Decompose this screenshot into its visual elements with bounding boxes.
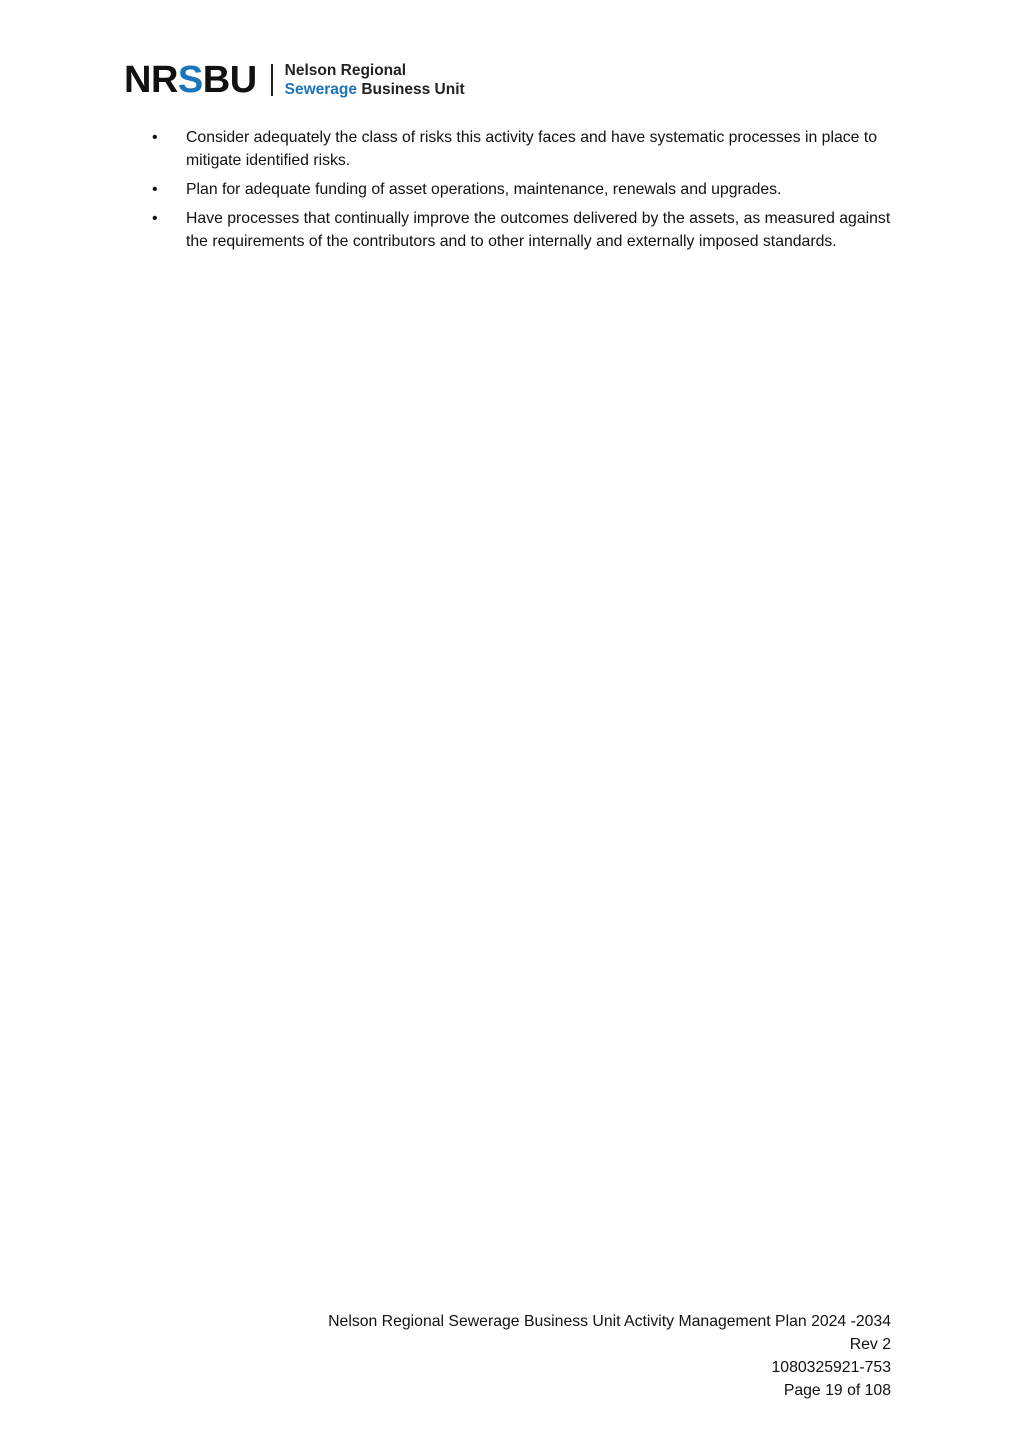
list-item-text: Consider adequately the class of risks this activity faces and have systematic processes in place to mitigate identified risks. <box>186 129 878 169</box>
bullet-icon: • <box>152 129 158 146</box>
logo-wordmark <box>285 61 465 99</box>
footer-title: Nelson Regional Sewerage Business Unit Activity Management Plan 2024 -2034 <box>328 1313 891 1330</box>
footer-page-number: Page 19 of 108 <box>783 1382 891 1399</box>
logo-mark: NRSBU <box>124 59 257 101</box>
bullet-icon: • <box>152 210 158 227</box>
bullet-list <box>150 126 895 259</box>
footer-revision: Rev 2 <box>849 1336 891 1353</box>
logo-line-1: Nelson Regional <box>284 62 407 79</box>
nrsbu-logo <box>124 60 465 100</box>
logo-line-2: Sewerage Business Unit <box>284 81 465 98</box>
list-item <box>150 178 895 201</box>
list-item-text: Have processes that continually improve the outcomes delivered by the assets, as measured against the requirements of the contributors and to other internally and externally imposed standards. <box>186 210 891 250</box>
list-item <box>150 207 895 253</box>
list-item-text: Plan for adequate funding of asset operations, maintenance, renewals and upgrades. <box>186 181 782 198</box>
logo-divider <box>271 64 273 96</box>
bullet-icon: • <box>152 181 158 198</box>
page-footer <box>328 1310 891 1402</box>
footer-document-id: 1080325921-753 <box>771 1359 891 1376</box>
list-item <box>150 126 895 172</box>
